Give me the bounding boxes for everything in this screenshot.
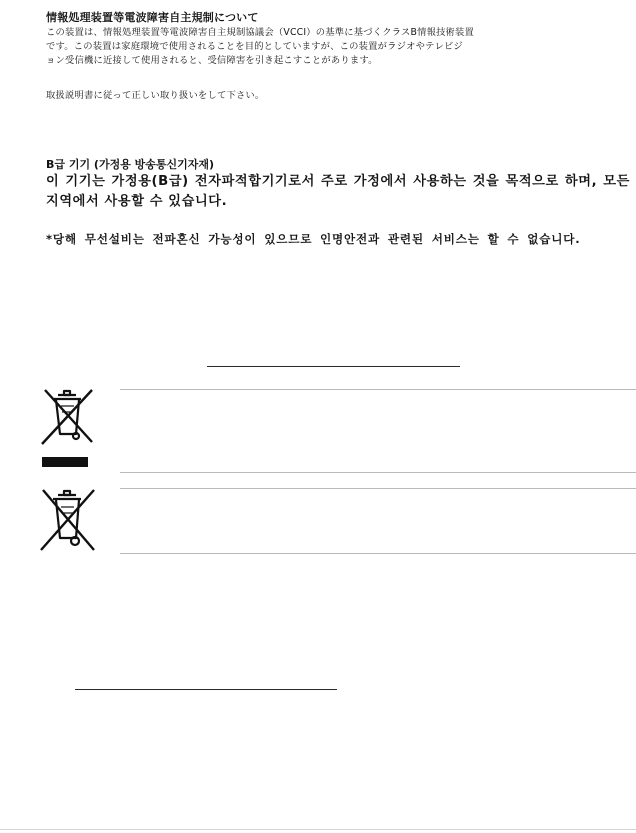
vcci-text-line-3: ョン受信機に近接して使用されると、受信障害を引き起こすことがあります。	[46, 55, 378, 66]
kc-notice-note: *당해 무선설비는 전파혼신 가능성이 있으므로 인명안전과 관련된 서비스는 할 수 없습니다.	[46, 232, 581, 246]
battery-top-divider	[120, 488, 636, 489]
page-footer-rule	[0, 829, 636, 830]
kc-notice-title: B급 기기 (가정용 방송통신기자재)	[46, 158, 215, 171]
weee-bottom-divider	[120, 472, 636, 473]
crossed-out-wheeled-bin-icon	[36, 386, 96, 446]
vcci-text-line-2: です。この装置は家庭環境で使用されることを目的としていますが、この装置がラジオやテレビジ	[46, 41, 463, 52]
weee-top-divider	[120, 389, 636, 390]
vcci-text-line-1: この装置は、情報処理装置等電波障害自主規制協議会（VCCI）の基準に基づくクラスB情報技術装置	[46, 27, 475, 38]
kc-notice-body: 이 기기는 가정용(B급) 전자파적합기기로서 주로 가정에서 사용하는 것을 목적으로 하며, 모든 지역에서 사용할 수 있습니다.	[46, 174, 630, 209]
crossed-out-battery-bin-icon	[36, 488, 96, 552]
section-heading-rule	[207, 366, 460, 367]
vcci-title: 情報処理装置等電波障害自主規制について	[46, 11, 259, 24]
weee-black-bar	[42, 457, 88, 467]
lower-heading-rule	[75, 689, 337, 690]
battery-bottom-divider	[120, 553, 636, 554]
vcci-instruction: 取扱説明書に従って正しい取り扱いをして下さい。	[46, 90, 265, 101]
